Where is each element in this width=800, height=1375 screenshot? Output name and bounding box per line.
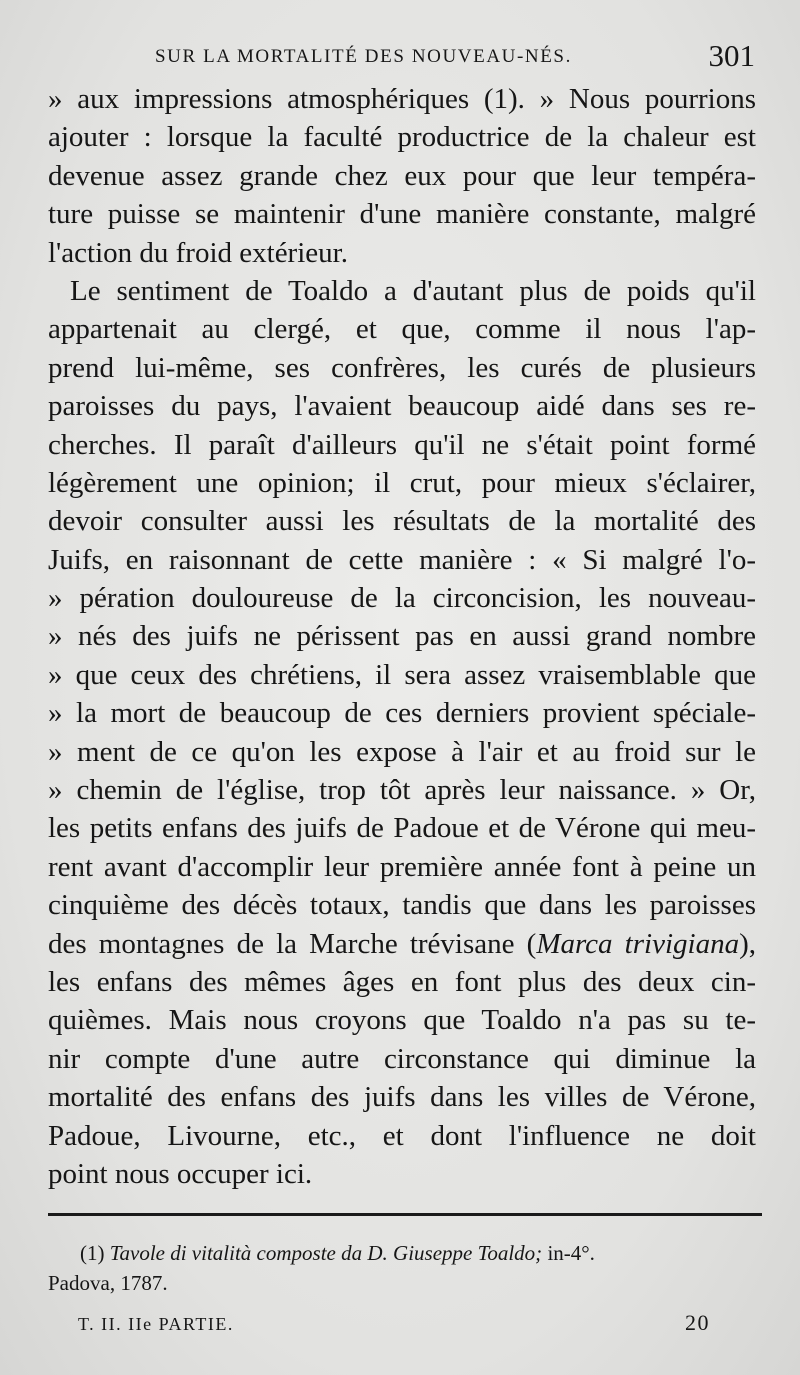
body-text xyxy=(48,80,756,1193)
text-line: légèrement une opinion; il crut, pour mieux s'éclairer, xyxy=(48,466,756,499)
footnote xyxy=(48,1238,760,1298)
text-line: » chemin de l'église, trop tôt après leur naissance. » Or, xyxy=(48,774,756,807)
text-line: » que ceux des chrétiens, il sera assez vraisemblable que xyxy=(48,658,756,691)
text-segment: des montagnes de la Marche trévisane ( xyxy=(48,927,537,960)
text-line-with-italic xyxy=(48,925,756,963)
text-line: les enfans des mêmes âges en font plus des deux cin- xyxy=(48,965,756,998)
signature-number: 20 xyxy=(685,1310,710,1335)
footnote-title: Tavole di vitalità composte da D. Giuseppe Toaldo; xyxy=(109,1241,543,1265)
signature-line xyxy=(78,1310,710,1340)
text-line: cherches. Il paraît d'ailleurs qu'il ne s'était point formé xyxy=(48,428,756,461)
text-line: » ment de ce qu'on les expose à l'air et au froid sur le xyxy=(48,735,756,768)
running-head xyxy=(155,38,755,78)
footnote-divider xyxy=(48,1213,762,1216)
signature-mark: T. II. IIe PARTIE. xyxy=(78,1314,234,1334)
text-line: rent avant d'accomplir leur première année font à peine un xyxy=(48,850,756,883)
text-line: devoir consulter aussi les résultats de la mortalité des xyxy=(48,505,756,538)
text-line: appartenait au clergé, et que, comme il nous l'ap- xyxy=(48,313,756,346)
text-line: les petits enfans des juifs de Padoue et de Vérone qui meu- xyxy=(48,812,756,845)
text-line: Le sentiment de Toaldo a d'autant plus de poids qu'il xyxy=(70,274,756,307)
footnote-format: in-4°. xyxy=(547,1241,595,1265)
text-line: ajouter : lorsque la faculté productrice de la chaleur est xyxy=(48,121,756,154)
text-line: nir compte d'une autre circonstance qui diminue la xyxy=(48,1042,756,1075)
text-line: ture puisse se maintenir d'une manière constante, malgré xyxy=(48,198,756,231)
footnote-marker: (1) xyxy=(80,1241,105,1265)
footnote-line: Padova, 1787. xyxy=(48,1271,168,1295)
running-title: SUR LA MORTALITÉ DES NOUVEAU-NÉS. xyxy=(155,46,572,67)
text-segment: ), xyxy=(739,927,756,960)
text-line: l'action du froid extérieur. xyxy=(48,236,348,269)
text-line: cinquième des décès totaux, tandis que dans les paroisses xyxy=(48,889,756,922)
text-line: quièmes. Mais nous croyons que Toaldo n'a pas su te- xyxy=(48,1004,756,1037)
text-line: devenue assez grande chez eux pour que leur tempéra- xyxy=(48,159,756,192)
text-line: » la mort de beaucoup de ces derniers provient spéciale- xyxy=(48,697,756,730)
text-line: prend lui-même, ses confrères, les curés de plusieurs xyxy=(48,351,756,384)
text-line: mortalité des enfans des juifs dans les villes de Vérone, xyxy=(48,1081,756,1114)
text-line: Juifs, en raisonnant de cette manière : « Si malgré l'o- xyxy=(48,543,756,576)
text-line: » pération douloureuse de la circoncision, les nouveau- xyxy=(48,582,756,615)
page-number: 301 xyxy=(708,38,755,73)
text-line: Padoue, Livourne, etc., et dont l'influence ne doit xyxy=(48,1119,756,1152)
text-line: » aux impressions atmosphériques (1). » Nous pourrions xyxy=(48,83,756,115)
footnote-line xyxy=(48,1238,760,1268)
text-line: » nés des juifs ne périssent pas en aussi grand nombre xyxy=(48,620,756,653)
italic-phrase: Marca trivigiana xyxy=(536,927,740,960)
text-line: paroisses du pays, l'avaient beaucoup aidé dans ses re- xyxy=(48,390,756,423)
text-line: point nous occuper ici. xyxy=(48,1157,313,1190)
